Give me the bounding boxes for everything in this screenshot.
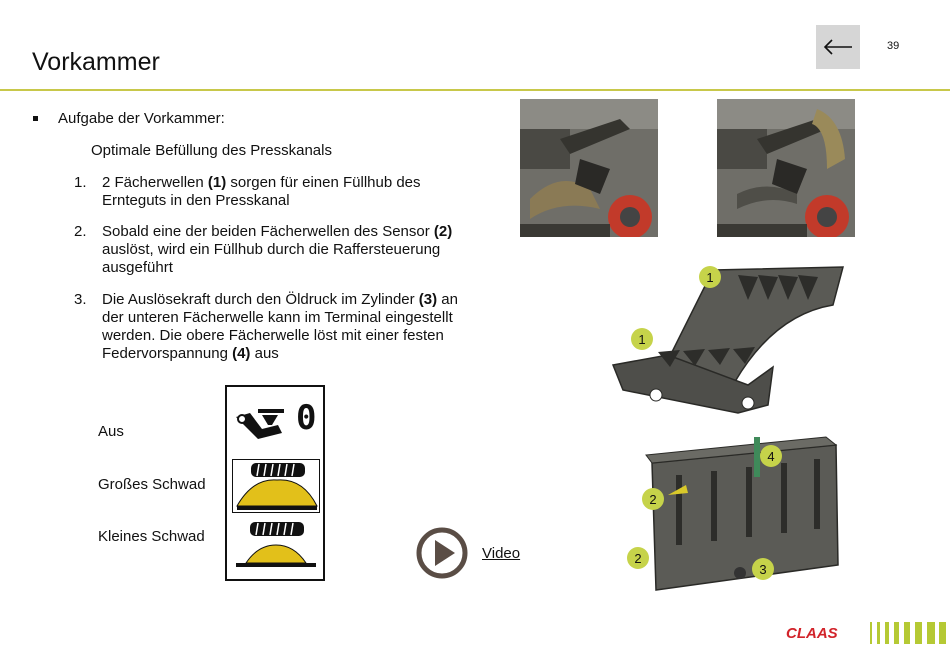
state-label-off: Aus: [98, 423, 124, 440]
video-link[interactable]: Video: [482, 545, 521, 562]
callout-label: 2: [627, 547, 649, 569]
callout-label: 2: [642, 488, 664, 510]
small-swath-icon: [232, 519, 318, 571]
prefill-off-icon: [232, 395, 318, 447]
claas-logo: [786, 621, 946, 650]
state-label-large-swath: Großes Schwad: [98, 476, 206, 493]
state-label-small-swath: Kleines Schwad: [98, 528, 205, 545]
page-number: 39: [887, 40, 900, 52]
display-value: 0: [296, 398, 317, 438]
arrow-left-icon: [823, 39, 853, 55]
page-title: Vorkammer: [32, 48, 160, 76]
terminal-icon-panel: [225, 385, 325, 581]
svg-text:CLAAS: CLAAS: [786, 625, 838, 642]
callout-label: 3: [752, 558, 774, 580]
play-video-icon[interactable]: [416, 527, 468, 579]
large-swath-icon: [232, 459, 320, 513]
callout-label: 1: [631, 328, 653, 350]
bullet-text: Aufgabe der Vorkammer:: [58, 110, 225, 127]
section-subtitle: Optimale Befüllung des Presskanals: [91, 142, 332, 159]
bullet-marker: [33, 116, 38, 121]
callout-label: 4: [760, 445, 782, 467]
list-item: 3. Die Auslösekraft durch den Öldruck im Zylinder (3) an der unteren Fächerwelle kann im Terminal eingestellt werden. Die obere Fächerwelle löst mit einer festen Federvorspannung (4) aus: [74, 291, 458, 362]
baler-photo-right: [717, 99, 855, 237]
baler-photo-left: [520, 99, 658, 237]
bullet-item: [33, 110, 225, 127]
callout-label: 1: [699, 266, 721, 288]
back-button[interactable]: [816, 25, 860, 69]
header-divider: [0, 89, 950, 91]
list-item: 1. 2 Fächerwellen (1) sorgen für einen Füllhub des Ernteguts in den Presskanal: [74, 174, 421, 209]
list-item: 2. Sobald eine der beiden Fächerwellen des Sensor (2) auslöst, wird ein Füllhub durch die Raffersteuerung ausgeführt: [74, 223, 453, 276]
